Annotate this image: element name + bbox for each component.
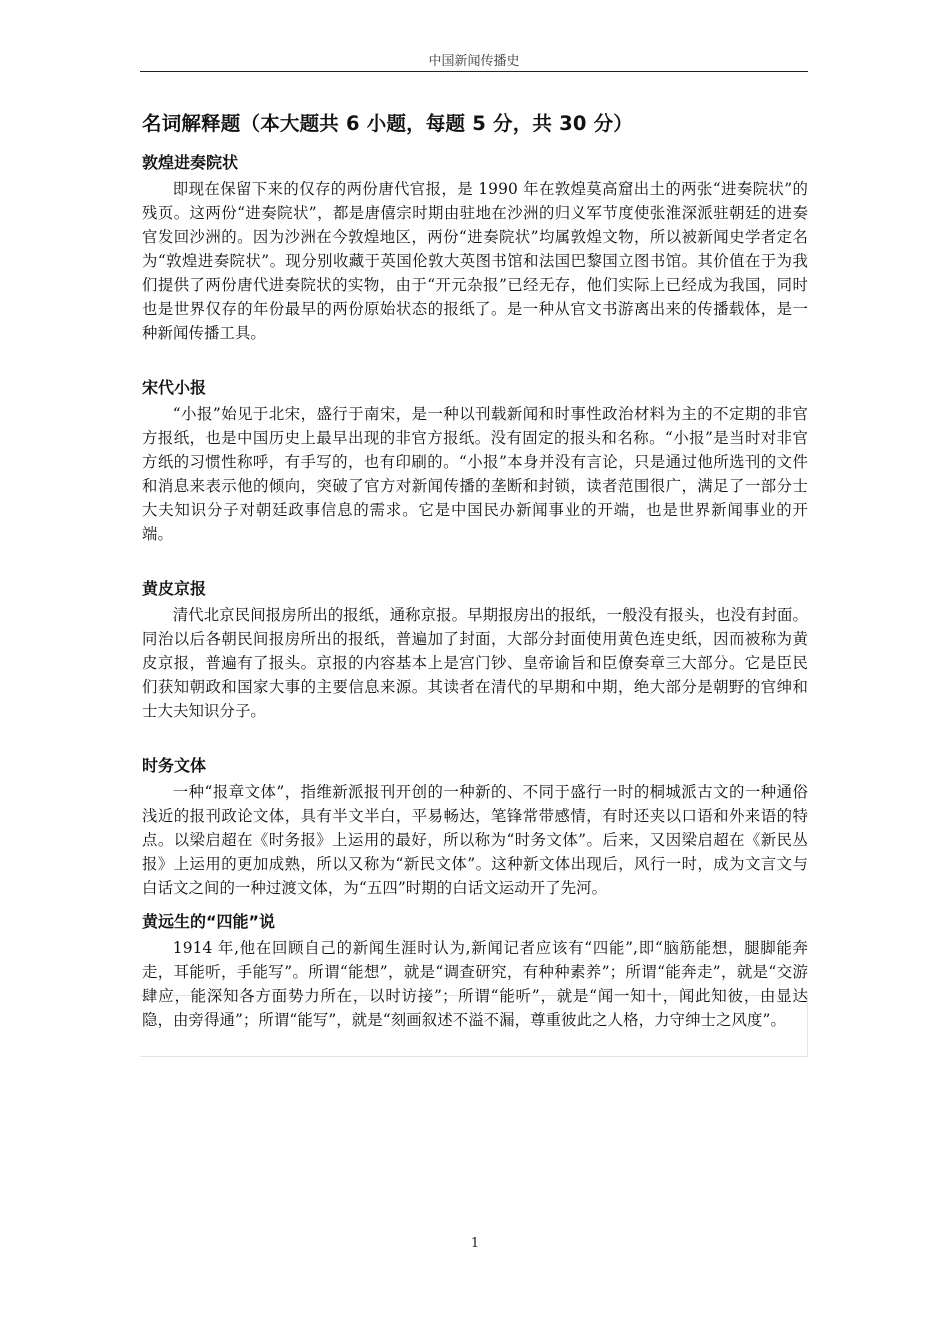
section-sineng — [142, 911, 808, 1032]
section-title: 黄皮京报 — [142, 579, 207, 598]
section-title: 时务文体 — [142, 756, 207, 775]
section-huangpi-jingbao — [142, 578, 808, 723]
header-divider — [140, 71, 808, 72]
content — [142, 108, 808, 1032]
running-header: 中国新闻传播史 — [428, 54, 520, 69]
section-title: 黄远生的“四能”说 — [142, 912, 276, 931]
section-title: 宋代小报 — [142, 378, 207, 397]
section-body: 即现在保留下来的仅存的两份唐代官报，是 1990 年在敦煌莫高窟出土的两张“进奏院状”的残页。这两份“进奏院状”，都是唐僖宗时期由驻地在沙洲的归义军节度使张淮深派驻朝廷的进奏官发回沙洲的。因为沙洲在今敦煌地区，两份“进奏院状”均属敦煌文物，所以被新闻史学者定名为“敦煌进奏院状”。现分别收藏于英国伦敦大英图书馆和法国巴黎国立图书馆。其价值在于为我们提供了两份唐代进奏院状的实物，由于“开元杂报”已经无存，他们实际上已经成为我国，同时也是世界仅存的年份最早的两份原始状态的报纸了。是一种从官文书游离出来的传播载体，是一种新闻传播工具。 — [142, 180, 808, 342]
section-dunhuang — [142, 152, 808, 345]
section-body: 清代北京民间报房所出的报纸，通称京报。早期报房出的报纸，一般没有报头，也没有封面。同治以后各朝民间报房所出的报纸，普遍加了封面，大部分封面使用黄色连史纸，因而被称为黄皮京报，普遍有了报头。京报的内容基本上是宫门钞、皇帝谕旨和臣僚奏章三大部分。它是臣民们获知朝政和国家大事的主要信息来源。其读者在清代的早期和中期，绝大部分是朝野的官绅和士大夫知识分子。 — [142, 606, 808, 720]
section-body: 一种“报章文体”，指维新派报刊开创的一种新的、不同于盛行一时的桐城派古文的一种通俗浅近的报刊政论文体，具有半文半白，平易畅达，笔锋常带感情，有时还夹以口语和外来语的特点。以梁启超在《时务报》上运用的最好，所以称为“时务文体”。后来，又因梁启超在《新民丛报》上运用的更加成熟，所以又称为“新民文体”。这种新文体出现后，风行一时，成为文言文与白话文之间的一种过渡文体，为“五四”时期的白话文运动开了先河。 — [142, 783, 808, 897]
section-title: 敦煌进奏院状 — [142, 153, 239, 172]
page-number: 1 — [470, 1236, 480, 1251]
section-body: 1914 年,他在回顾自己的新闻生涯时认为,新闻记者应该有“四能”,即“脑筋能想，腿脚能奔走，耳能听，手能写”。所谓“能想”，就是“调查研究，有种种素养”；所谓“能奔走”，就是“交游肆应，能深知各方面势力所在，以时访接”；所谓“能听”，就是“闻一知十，闻此知彼，由显达隐，由旁得通”；所谓“能写”，就是“刻画叙述不溢不漏，尊重彼此之人格，力守绅士之风度”。 — [142, 939, 808, 1029]
section-song-xiaobao — [142, 377, 808, 546]
main-heading: 名词解释题（本大题共 6 小题，每题 5 分，共 30 分） — [142, 112, 634, 135]
section-shiwu-wenti — [142, 755, 808, 900]
section-body: “小报”始见于北宋，盛行于南宋，是一种以刊载新闻和时事性政治材料为主的不定期的非官方报纸，也是中国历史上最早出现的非官方报纸。没有固定的报头和名称。“小报”是当时对非官方纸的习惯性称呼，有手写的，也有印刷的。“小报”本身并没有言论，只是通过他所选刊的文件和消息来表示他的倾向，突破了官方对新闻传播的垄断和封锁，读者范围很广，满足了一部分士大夫知识分子对朝廷政事信息的需求。它是中国民办新闻事业的开端，也是世界新闻事业的开端。 — [142, 405, 808, 543]
